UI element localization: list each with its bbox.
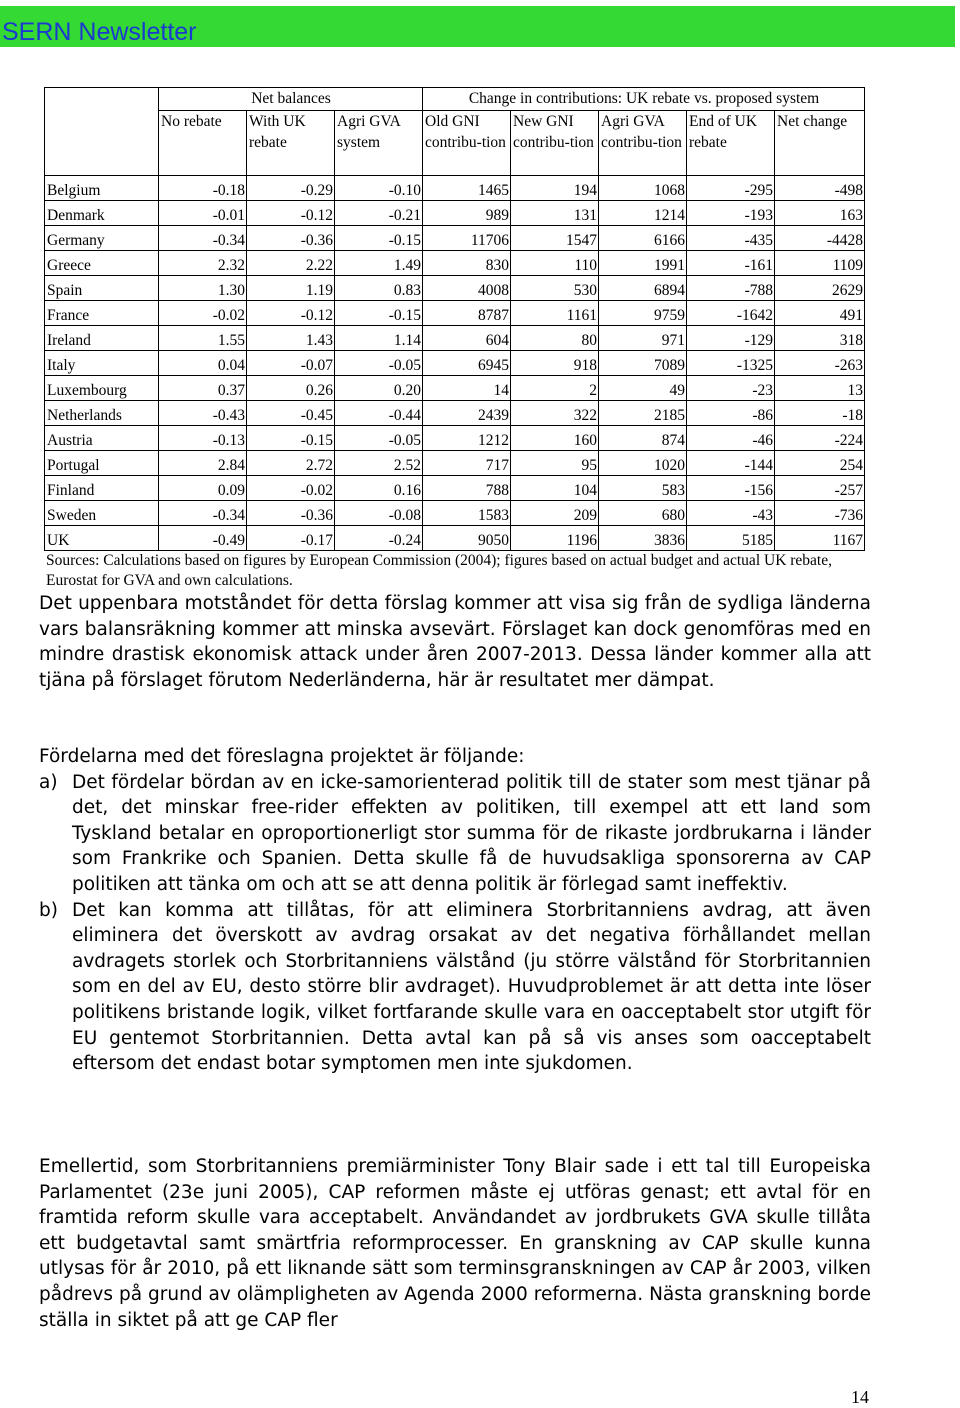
value-cell: 1465 bbox=[423, 176, 511, 201]
country-cell: France bbox=[45, 301, 159, 326]
value-cell: -0.05 bbox=[335, 351, 423, 376]
value-cell: 788 bbox=[423, 476, 511, 501]
value-cell: 604 bbox=[423, 326, 511, 351]
value-cell: 1.14 bbox=[335, 326, 423, 351]
value-cell: -0.13 bbox=[159, 426, 247, 451]
value-cell: 0.20 bbox=[335, 376, 423, 401]
value-cell: -0.36 bbox=[247, 226, 335, 251]
advantages-list-lead: Fördelarna med det föreslagna projektet är följande: bbox=[39, 746, 525, 767]
table-group-header-row bbox=[45, 88, 865, 111]
value-cell: 1991 bbox=[599, 251, 687, 276]
value-cell: -295 bbox=[687, 176, 775, 201]
table-row bbox=[45, 376, 865, 401]
value-cell: 13 bbox=[775, 376, 865, 401]
value-cell: -263 bbox=[775, 351, 865, 376]
value-cell: -0.15 bbox=[335, 301, 423, 326]
value-cell: 680 bbox=[599, 501, 687, 526]
value-cell: 491 bbox=[775, 301, 865, 326]
value-cell: 8787 bbox=[423, 301, 511, 326]
column-header: Agri GVA contribu-tion bbox=[599, 111, 687, 176]
value-cell: 1583 bbox=[423, 501, 511, 526]
value-cell: 717 bbox=[423, 451, 511, 476]
value-cell: -736 bbox=[775, 501, 865, 526]
value-cell: -1642 bbox=[687, 301, 775, 326]
list-marker: a) bbox=[39, 771, 58, 793]
country-cell: Greece bbox=[45, 251, 159, 276]
table-row bbox=[45, 351, 865, 376]
group-header-net-balances: Net balances bbox=[159, 88, 423, 111]
value-cell: 5185 bbox=[687, 526, 775, 551]
column-header: Old GNI contribu-tion bbox=[423, 111, 511, 176]
value-cell: -0.12 bbox=[247, 301, 335, 326]
value-cell: 971 bbox=[599, 326, 687, 351]
table-row bbox=[45, 176, 865, 201]
table-row bbox=[45, 451, 865, 476]
value-cell: 1212 bbox=[423, 426, 511, 451]
value-cell: -0.15 bbox=[335, 226, 423, 251]
value-cell: 0.37 bbox=[159, 376, 247, 401]
value-cell: 530 bbox=[511, 276, 599, 301]
value-cell: -788 bbox=[687, 276, 775, 301]
value-cell: 1.55 bbox=[159, 326, 247, 351]
table-column-header-row bbox=[45, 111, 865, 176]
table-sources-note: Sources: Calculations based on figures by European Commission (2004); figures based on actual budget and actual UK rebate, Eurostat for GVA and own calculations. bbox=[46, 552, 832, 589]
value-cell: 2439 bbox=[423, 401, 511, 426]
value-cell: 2.22 bbox=[247, 251, 335, 276]
advantages-items bbox=[39, 770, 871, 1077]
column-header: No rebate bbox=[159, 111, 247, 176]
value-cell: -156 bbox=[687, 476, 775, 501]
value-cell: 322 bbox=[511, 401, 599, 426]
value-cell: 209 bbox=[511, 501, 599, 526]
value-cell: 830 bbox=[423, 251, 511, 276]
column-header: New GNI contribu-tion bbox=[511, 111, 599, 176]
value-cell: -0.01 bbox=[159, 201, 247, 226]
table-row bbox=[45, 526, 865, 551]
value-cell: 1020 bbox=[599, 451, 687, 476]
table-row bbox=[45, 226, 865, 251]
value-cell: -498 bbox=[775, 176, 865, 201]
value-cell: -0.05 bbox=[335, 426, 423, 451]
value-cell: -0.44 bbox=[335, 401, 423, 426]
value-cell: 104 bbox=[511, 476, 599, 501]
value-cell: -0.02 bbox=[247, 476, 335, 501]
value-cell: -144 bbox=[687, 451, 775, 476]
value-cell: -0.18 bbox=[159, 176, 247, 201]
value-cell: 1109 bbox=[775, 251, 865, 276]
value-cell: -46 bbox=[687, 426, 775, 451]
country-cell: Germany bbox=[45, 226, 159, 251]
value-cell: 1161 bbox=[511, 301, 599, 326]
table-row bbox=[45, 301, 865, 326]
value-cell: 874 bbox=[599, 426, 687, 451]
value-cell: 2.72 bbox=[247, 451, 335, 476]
value-cell: 11706 bbox=[423, 226, 511, 251]
value-cell: 6894 bbox=[599, 276, 687, 301]
value-cell: 1167 bbox=[775, 526, 865, 551]
value-cell: -257 bbox=[775, 476, 865, 501]
value-cell: -193 bbox=[687, 201, 775, 226]
table-row bbox=[45, 276, 865, 301]
value-cell: -0.12 bbox=[247, 201, 335, 226]
column-header: With UK rebate bbox=[247, 111, 335, 176]
value-cell: 583 bbox=[599, 476, 687, 501]
value-cell: -0.15 bbox=[247, 426, 335, 451]
paragraph-blair-speech: Emellertid, som Storbritanniens premiärminister Tony Blair sade i ett tal till Europeiska Parlamentet (23e juni 2005), CAP reformen måste ej utföras genast; ett avtal för en framtida reform skulle vara acceptabelt. Användandet av jordbrukets GVA skulle tillåta ett budgetavtal samt smärtfria reformprocesser. En granskning av CAP skulle kunna utlysas för år 2010, på ett liknande sätt som terminsgranskningen av CAP år 2003, vilken pådrevs på grund av olämpligheten av Agenda 2000 reformerna. Nästa granskning borde ställa in siktet på att ge CAP fler bbox=[39, 1156, 871, 1331]
value-cell: 918 bbox=[511, 351, 599, 376]
value-cell: -1325 bbox=[687, 351, 775, 376]
value-cell: 1.19 bbox=[247, 276, 335, 301]
list-item-text: Det kan komma att tillåtas, för att eliminera Storbritanniens avdrag, att även eliminera det överskott av avdrag orsakat av det negativa förhållandet mellan avdragets storlek och Storbritanniens välstånd (ju större välstånd för Storbritannien som en del av EU, desto större blir avdraget). Huvudproblemet är att detta inte löser politikens bristande logik, vilket fortfarande skulle vara en oacceptabelt stor utgift för EU gentemot Storbritannien. Detta avtal kan på så vis anses som oacceptabelt eftersom det endast botar symptomen men inte sjukdomen. bbox=[72, 899, 871, 1075]
country-cell: Luxembourg bbox=[45, 376, 159, 401]
table-row bbox=[45, 501, 865, 526]
table-row bbox=[45, 251, 865, 276]
paragraph-opposition: Det uppenbara motståndet för detta förslag kommer att visa sig från de sydliga länderna vars balansräkning kommer att minska avsevärt. Förslaget kan dock genomföras med en mindre drastisk ekonomisk attack under åren 2007-2013. Dessa länder kommer alla att tjäna på förslaget förutom Nederländerna, här är resultatet mer dämpat. bbox=[39, 593, 871, 691]
advantages-list bbox=[39, 744, 871, 1077]
country-cell: Italy bbox=[45, 351, 159, 376]
value-cell: -86 bbox=[687, 401, 775, 426]
value-cell: 0.16 bbox=[335, 476, 423, 501]
value-cell: -0.21 bbox=[335, 201, 423, 226]
value-cell: 2.52 bbox=[335, 451, 423, 476]
value-cell: -0.10 bbox=[335, 176, 423, 201]
value-cell: -0.29 bbox=[247, 176, 335, 201]
value-cell: 1547 bbox=[511, 226, 599, 251]
country-cell: Austria bbox=[45, 426, 159, 451]
value-cell: 318 bbox=[775, 326, 865, 351]
value-cell: -4428 bbox=[775, 226, 865, 251]
value-cell: 6166 bbox=[599, 226, 687, 251]
value-cell: 9050 bbox=[423, 526, 511, 551]
value-cell: 0.04 bbox=[159, 351, 247, 376]
value-cell: 1.43 bbox=[247, 326, 335, 351]
table-corner-cell bbox=[45, 88, 159, 176]
value-cell: -161 bbox=[687, 251, 775, 276]
value-cell: -224 bbox=[775, 426, 865, 451]
value-cell: -0.45 bbox=[247, 401, 335, 426]
value-cell: 49 bbox=[599, 376, 687, 401]
value-cell: -43 bbox=[687, 501, 775, 526]
contributions-table-container bbox=[44, 87, 864, 551]
value-cell: 95 bbox=[511, 451, 599, 476]
table-row bbox=[45, 401, 865, 426]
value-cell: -18 bbox=[775, 401, 865, 426]
list-item bbox=[39, 898, 871, 1077]
country-cell: Belgium bbox=[45, 176, 159, 201]
value-cell: -0.24 bbox=[335, 526, 423, 551]
value-cell: -0.34 bbox=[159, 226, 247, 251]
value-cell: 0.83 bbox=[335, 276, 423, 301]
value-cell: 80 bbox=[511, 326, 599, 351]
contributions-table bbox=[44, 87, 865, 551]
value-cell: 1.30 bbox=[159, 276, 247, 301]
value-cell: 1214 bbox=[599, 201, 687, 226]
value-cell: 7089 bbox=[599, 351, 687, 376]
column-header: Net change bbox=[775, 111, 865, 176]
column-header: Agri GVA system bbox=[335, 111, 423, 176]
value-cell: -0.07 bbox=[247, 351, 335, 376]
value-cell: 160 bbox=[511, 426, 599, 451]
value-cell: 3836 bbox=[599, 526, 687, 551]
value-cell: -435 bbox=[687, 226, 775, 251]
newsletter-banner bbox=[0, 6, 955, 47]
value-cell: 194 bbox=[511, 176, 599, 201]
value-cell: 6945 bbox=[423, 351, 511, 376]
value-cell: 2185 bbox=[599, 401, 687, 426]
value-cell: 989 bbox=[423, 201, 511, 226]
value-cell: -0.34 bbox=[159, 501, 247, 526]
value-cell: 9759 bbox=[599, 301, 687, 326]
country-cell: Finland bbox=[45, 476, 159, 501]
column-header: End of UK rebate bbox=[687, 111, 775, 176]
value-cell: 1068 bbox=[599, 176, 687, 201]
country-cell: Sweden bbox=[45, 501, 159, 526]
table-row bbox=[45, 476, 865, 501]
country-cell: Ireland bbox=[45, 326, 159, 351]
table-row bbox=[45, 326, 865, 351]
value-cell: 131 bbox=[511, 201, 599, 226]
value-cell: 2.32 bbox=[159, 251, 247, 276]
page-number: 14 bbox=[851, 1387, 869, 1407]
group-header-change-in-contributions: Change in contributions: UK rebate vs. proposed system bbox=[423, 88, 865, 111]
country-cell: Netherlands bbox=[45, 401, 159, 426]
value-cell: 14 bbox=[423, 376, 511, 401]
value-cell: -129 bbox=[687, 326, 775, 351]
value-cell: 110 bbox=[511, 251, 599, 276]
value-cell: 2.84 bbox=[159, 451, 247, 476]
table-row bbox=[45, 201, 865, 226]
list-item bbox=[39, 770, 871, 898]
value-cell: 2629 bbox=[775, 276, 865, 301]
value-cell: 1196 bbox=[511, 526, 599, 551]
value-cell: -0.36 bbox=[247, 501, 335, 526]
country-cell: Spain bbox=[45, 276, 159, 301]
value-cell: -0.17 bbox=[247, 526, 335, 551]
value-cell: 0.26 bbox=[247, 376, 335, 401]
value-cell: -0.49 bbox=[159, 526, 247, 551]
value-cell: 254 bbox=[775, 451, 865, 476]
newsletter-title: SERN Newsletter bbox=[2, 18, 197, 46]
list-marker: b) bbox=[39, 899, 58, 921]
value-cell: 4008 bbox=[423, 276, 511, 301]
table-row bbox=[45, 426, 865, 451]
value-cell: 163 bbox=[775, 201, 865, 226]
value-cell: -0.08 bbox=[335, 501, 423, 526]
value-cell: 1.49 bbox=[335, 251, 423, 276]
country-cell: Denmark bbox=[45, 201, 159, 226]
value-cell: 0.09 bbox=[159, 476, 247, 501]
country-cell: Portugal bbox=[45, 451, 159, 476]
value-cell: -0.02 bbox=[159, 301, 247, 326]
list-item-text: Det fördelar bördan av en icke-samorienterad politik till de stater som mest tjänar på det, det minskar free-rider effekten av politiken, till exempel att ett land som Tyskland betalar en oproportionerligt stor summa för de rikaste jordbrukarna i länder som Frankrike och Spanien. Detta skulle få de huvudsakliga sponsorerna av CAP politiken att tänka om och att se att denna politik är förlegad samt ineffektiv. bbox=[72, 771, 871, 895]
value-cell: -23 bbox=[687, 376, 775, 401]
table-body bbox=[45, 176, 865, 551]
country-cell: UK bbox=[45, 526, 159, 551]
value-cell: 2 bbox=[511, 376, 599, 401]
value-cell: -0.43 bbox=[159, 401, 247, 426]
